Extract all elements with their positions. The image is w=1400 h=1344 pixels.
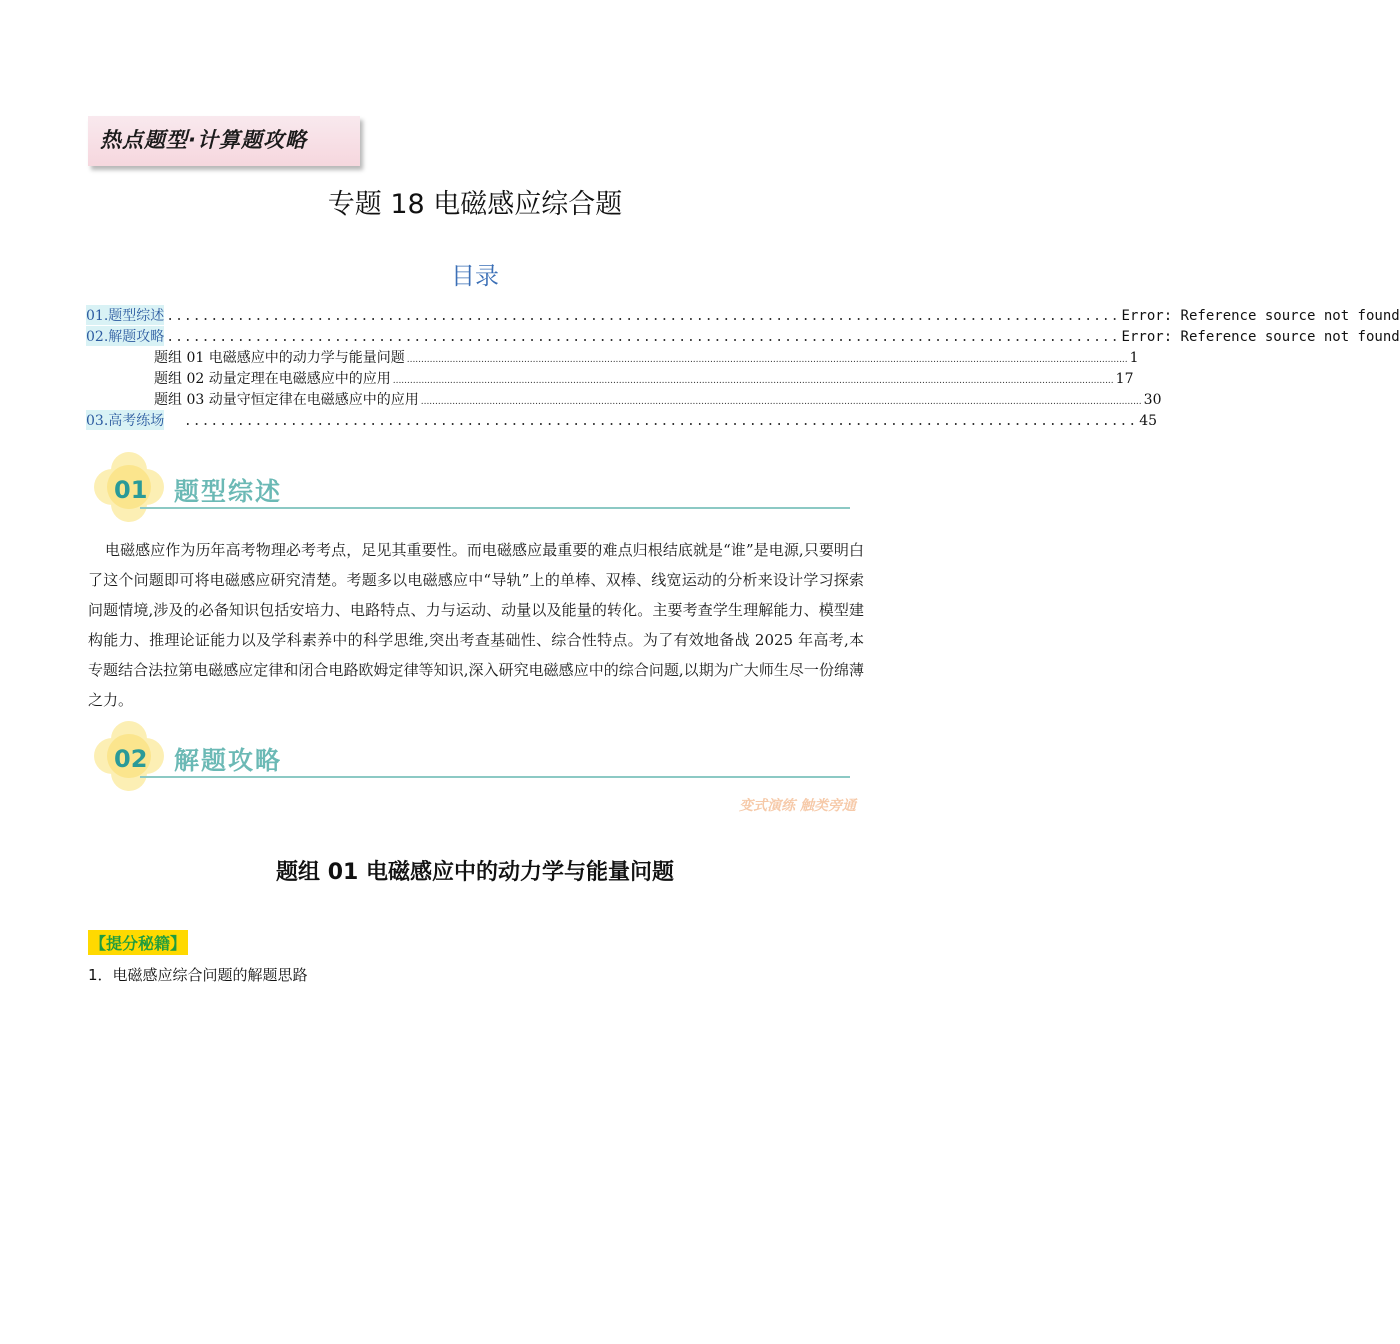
toc-entry-label: 题组 01 电磁感应中的动力学与能量问题 (154, 350, 405, 366)
tip-tag: 【提分秘籍】 (88, 930, 188, 955)
toc-entry-page: Error: Reference source not found (1121, 308, 1400, 324)
toc-entry-overview[interactable] (86, 305, 1400, 326)
toc-entry-label: 题组 03 动量守恒定律在电磁感应中的应用 (154, 392, 419, 408)
toc-entry-label: 02.解题攻略 (86, 326, 164, 346)
toc-leader-dots: ............................................................................................................ (166, 309, 1120, 324)
list-item: 1．电磁感应综合问题的解题思路 (88, 966, 308, 984)
toc-entry-page: Error: Reference source not found (1121, 329, 1400, 345)
toc-entry-group-02[interactable] (86, 368, 1134, 389)
toc-entry-exam-practice[interactable] (86, 410, 1158, 431)
toc-entry-label: 题组 02 动量定理在电磁感应中的应用 (154, 371, 391, 387)
toc-entry-page: 30 (1143, 392, 1162, 408)
toc-entry-label: 01.题型综述 (86, 305, 164, 325)
section-title: 解题攻略 (174, 746, 283, 775)
toc-entry-label: 03.高考练场 (86, 410, 164, 430)
toc-entry-page: 17 (1115, 371, 1134, 387)
section-header-01 (88, 450, 858, 530)
section-number: 01 (114, 476, 148, 504)
section-slogan: 变式演练 触类旁通 (739, 798, 856, 814)
table-of-contents (86, 305, 1400, 431)
section-header-02 (88, 719, 858, 799)
section-title: 题型综述 (174, 477, 283, 506)
toc-entry-page: 1 (1129, 350, 1139, 366)
topic-banner (88, 116, 360, 166)
toc-leader-dots: ............................................................................................................ (166, 414, 1138, 429)
toc-entry-group-01[interactable] (86, 347, 1139, 368)
toc-leader-dots: ............................................................................................................................................................................................................................................................ (420, 397, 1142, 407)
toc-entry-page: 45 (1139, 413, 1158, 429)
toc-entry-strategy[interactable] (86, 326, 1400, 347)
toc-leader-dots: ............................................................................................................ (166, 330, 1120, 345)
toc-leader-dots: ............................................................................................................................................................................................................................................................ (392, 376, 1114, 386)
section-number: 02 (114, 745, 148, 773)
section-divider (140, 776, 850, 778)
toc-leader-dots: ............................................................................................................................................................................................................................................................ (406, 355, 1128, 365)
document-title: 专题 18 电磁感应综合题 (327, 189, 623, 220)
section-divider (140, 507, 850, 509)
toc-entry-group-03[interactable] (86, 389, 1162, 410)
banner-text: 热点题型·计算题攻略 (100, 128, 307, 152)
toc-title: 目录 (451, 262, 499, 290)
group-title: 题组 01 电磁感应中的动力学与能量问题 (276, 860, 674, 885)
overview-paragraph: 电磁感应作为历年高考物理必考考点，足见其重要性。而电磁感应最重要的难点归根结底就是“谁”是电源,只要明白了这个问题即可将电磁感应研究清楚。考题多以电磁感应中“导轨”上的单棒、双棒、线宽运动的分析来设计学习探索问题情境,涉及的必备知识包括安培力、电路特点、力与运动、动量以及能量的转化。主要考查学生理解能力、模型建构能力、推理论证能力以及学科素养中的科学思维,突出考查基础性、综合性特点。为了有效地备战 2025 年高考,本专题结合法拉第电磁感应定律和闭合电路欧姆定律等知识,深入研究电磁感应中的综合问题,以期为广大师生尽一份绵薄之力。 (88, 541, 864, 709)
